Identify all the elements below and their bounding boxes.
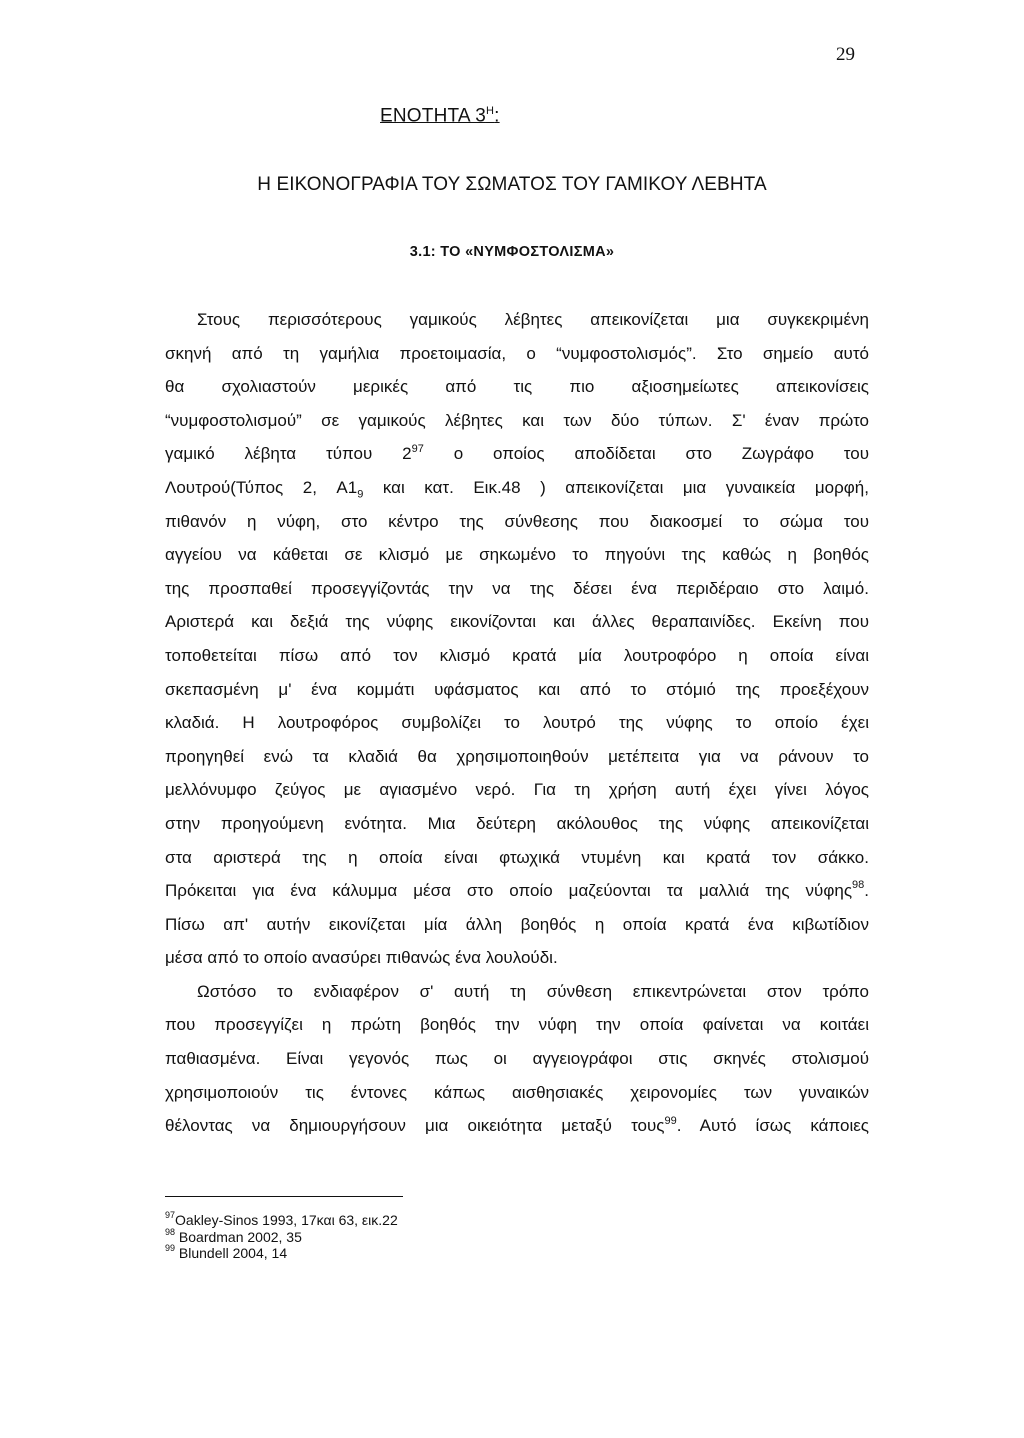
footnote-separator [165, 1196, 403, 1197]
body-line: στα αριστερά της η οποία είναι φτωχικά ντυμένη και κρατά τον σάκκο. [165, 847, 869, 867]
footnote-text: Boardman 2002, 35 [175, 1228, 302, 1245]
body-line [165, 1109, 869, 1143]
page-number: 29 [836, 44, 855, 65]
body-line: “νυμφοστολισμού” σε γαμικούς λέβητες και των δύο τύπων. Σ' έναν πρώτο [165, 410, 869, 430]
section-heading [380, 105, 500, 127]
body-line [165, 471, 869, 505]
section-label: ΕΝΟΤΗΤΑ 3 [380, 105, 486, 127]
body-line: κλαδιά. Η λουτροφόρος συμβολίζει το λουτρό της νύφης το οποίο έχει [165, 713, 869, 733]
body-line: μέσα από το οποίο ανασύρει πιθανώς ένα λουλούδι. [165, 948, 558, 968]
chapter-title: Η ΕΙΚΟΝΟΓΡΑΦΙΑ ΤΟΥ ΣΩΜΑΤΟΣ ΤΟΥ ΓΑΜΙΚΟΥ ΛΕΒΗΤΑ [257, 174, 767, 195]
footnote-ref: 99 [664, 1114, 677, 1127]
body-line [165, 437, 869, 471]
body-fragment: Λουτρού(Τύπος 2, A1 [165, 477, 358, 497]
footnote-number: 97 [165, 1210, 176, 1221]
body-line: μελλόνυμφο ζεύγος με αγιασμένο νερό. Για τη χρήση αυτή έχει γίνει λόγος [165, 780, 869, 800]
footnote-text: Blundell 2004, 14 [175, 1245, 288, 1261]
body-line: παθιασμένα. Είναι γεγονός πως οι αγγειογράφοι στις σκηνές στολισμού [165, 1049, 869, 1069]
body-line: Αριστερά και δεξιά της νύφης εικονίζονται και άλλες θεραπαινίδες. Εκείνη που [165, 612, 869, 632]
footnote-number: 99 [165, 1243, 176, 1254]
footnote-ref: 98 [852, 879, 865, 892]
body-fragment: γαμικό λέβητα τύπου 2 [165, 444, 412, 464]
body-line: σκηνή από τη γαμήλια προετοιμασία, ο “νυμφοστολισμός”. Στο σημείο αυτό [165, 343, 869, 363]
body-line: θα σχολιαστούν μερικές από τις πιο αξιοσημείωτες απεικονίσεις [165, 377, 869, 397]
section-superscript: Η [485, 105, 495, 117]
footnote-number: 98 [165, 1226, 176, 1237]
section-colon: : [494, 105, 500, 127]
body-line: προηγηθεί ενώ τα κλαδιά θα χρησιμοποιηθούν μετέπειτα για να ράνουν το [165, 746, 869, 766]
body-fragment: ο οποίος αποδίδεται στο Ζωγράφο του [423, 444, 869, 464]
body-fragment: . Αυτό ίσως κάποιες [676, 1116, 869, 1136]
subscript-index: 9 [357, 488, 364, 501]
body-text [165, 303, 869, 1143]
body-line: Πίσω απ' αυτήν εικονίζεται μία άλλη βοηθός η οποία κρατά ένα κιβωτίδιον [165, 914, 869, 934]
body-line: Στους περισσότερους γαμικούς λέβητες απεικονίζεται μια συγκεκριμένη [197, 310, 869, 329]
body-fragment: θέλοντας να δημιουργήσουν μια οικειότητα μεταξύ τους [165, 1116, 665, 1136]
body-fragment: και κατ. Εικ.48 ) απεικονίζεται μια γυναικεία μορφή, [363, 477, 869, 497]
body-line: σκεπασμένη μ' ένα κομμάτι υφάσματος και από το στόμιό της προεξέχουν [165, 679, 869, 699]
body-line: τοποθετείται πίσω από τον κλισμό κρατά μία λουτροφόρο η οποία είναι [165, 645, 869, 665]
body-line: της προσπαθεί προσεγγίζοντάς την να της δέσει ένα περιδέραιο στο λαιμό. [165, 578, 869, 598]
body-fragment: Πρόκειται για ένα κάλυμμα μέσα στο οποίο μαζεύονται τα μαλλιά της νύφης [165, 881, 853, 901]
body-line: που προσεγγίζει η πρώτη βοηθός την νύφη την οποία φαίνεται να κοιτάει [165, 1015, 869, 1035]
body-fragment: . [864, 881, 869, 901]
footnote [165, 1212, 398, 1229]
body-line: Ωστόσο το ενδιαφέρον σ' αυτή τη σύνθεση επικεντρώνεται στον τρόπο [197, 981, 869, 1001]
body-line: χρησιμοποιούν τις έντονες κάπως αισθησιακές χειρονομίες των γυναικών [165, 1082, 869, 1102]
subsection-title: 3.1: ΤΟ «ΝΥΜΦΟΣΤΟΛΙΣΜΑ» [409, 244, 615, 260]
footnote-ref: 97 [411, 442, 424, 455]
footnotes [165, 1212, 398, 1262]
footnote [165, 1226, 398, 1246]
footnote-text: Oakley-Sinos 1993, 17και 63, εικ.22 [175, 1212, 398, 1228]
body-line: πιθανόν η νύφη, στο κέντρο της σύνθεσης που διακοσμεί το σώμα του [165, 511, 869, 531]
body-line [165, 874, 869, 908]
footnote [165, 1245, 398, 1262]
body-line: αγγείου να κάθεται σε κλισμό με σηκωμένο το πηγούνι της καθώς η βοηθός [165, 545, 869, 565]
body-line: στην προηγούμενη ενότητα. Μια δεύτερη ακόλουθος της νύφης απεικονίζεται [165, 813, 869, 833]
